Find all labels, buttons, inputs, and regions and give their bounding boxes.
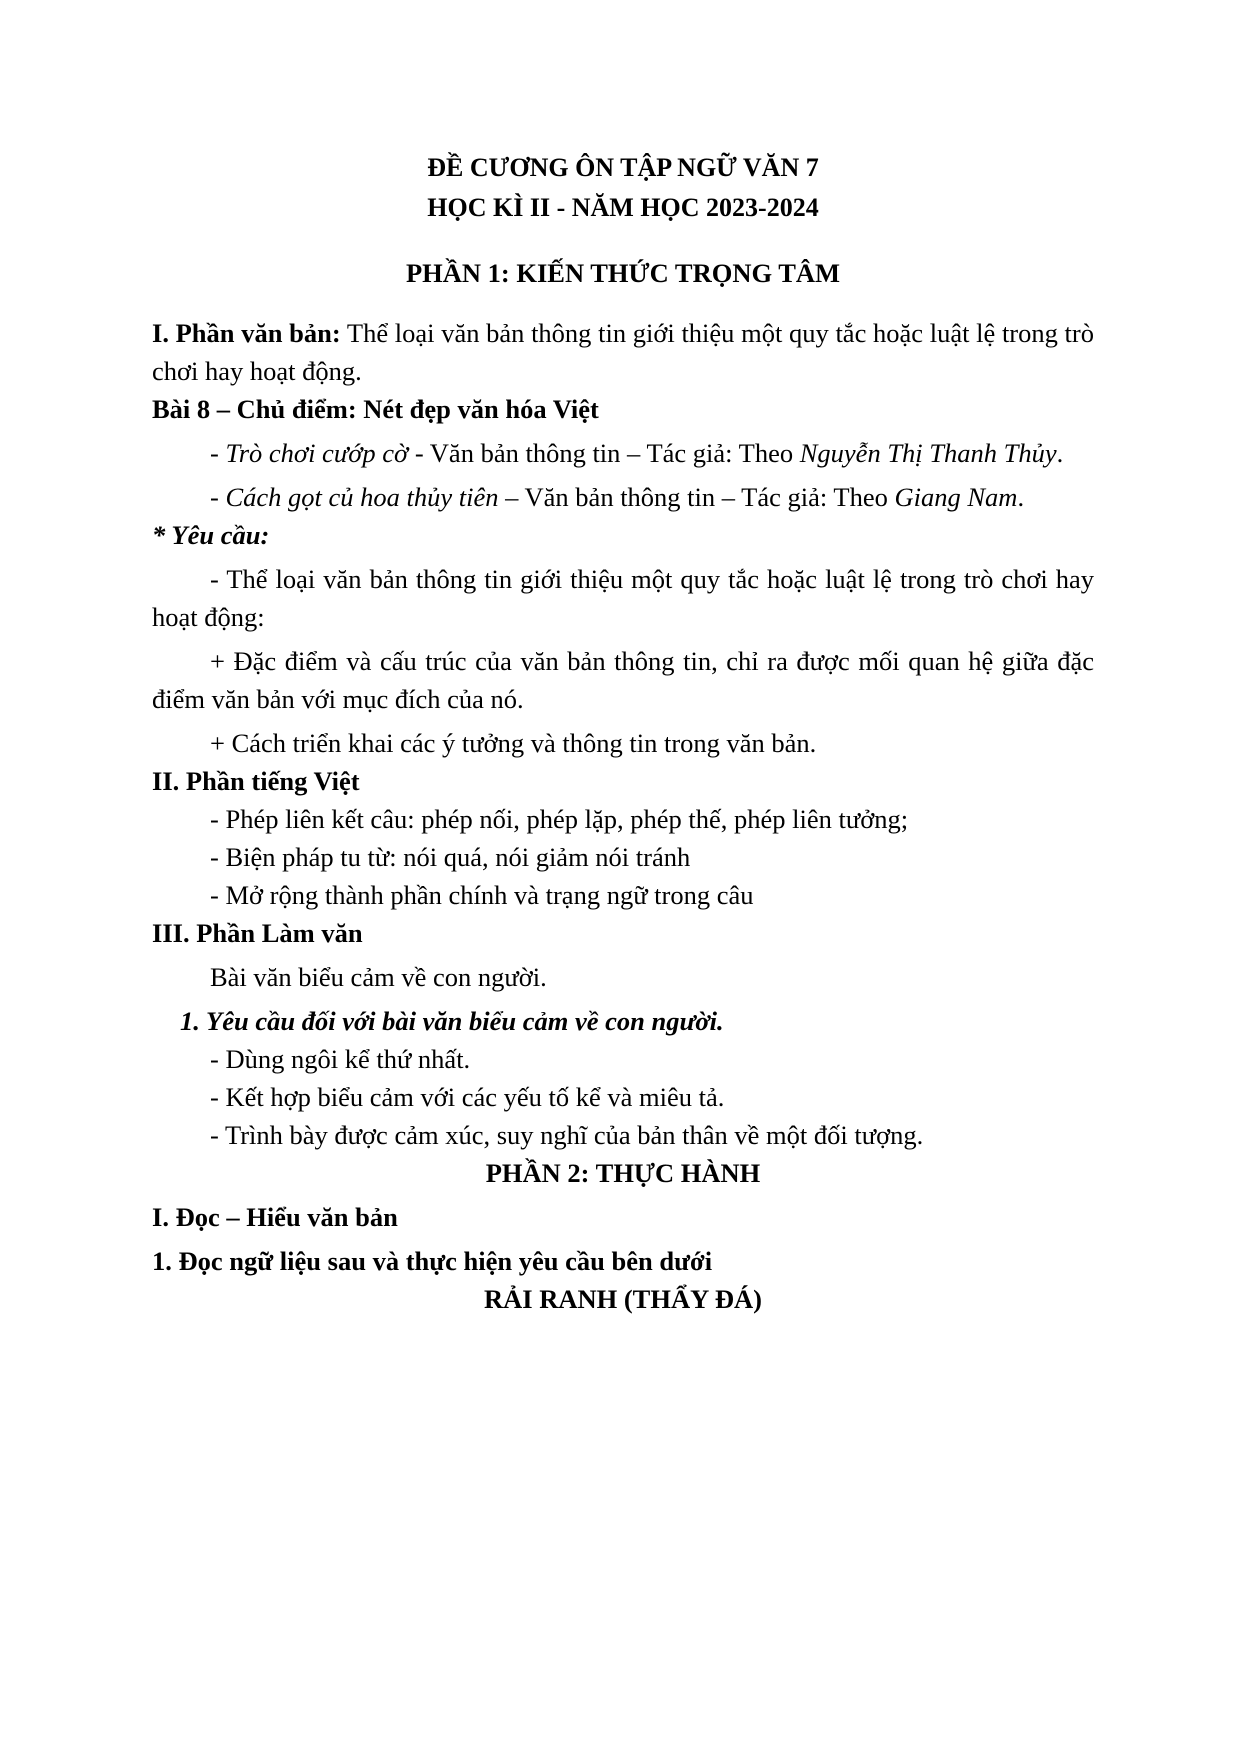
requirements-line-3: + Cách triển khai các ý tưởng và thông tin trong văn bản. bbox=[210, 728, 817, 758]
section3-heading: III. Phần Làm văn bbox=[152, 918, 363, 948]
section2-item-3: - Mở rộng thành phần chính và trạng ngữ trong câu bbox=[210, 880, 754, 910]
lesson-item-2-author: Giang Nam bbox=[894, 482, 1018, 512]
section3-intro: Bài văn biểu cảm về con người. bbox=[210, 962, 547, 992]
lesson-item-2-end: . bbox=[1017, 482, 1025, 512]
section1-text: Thể loại văn bản thông tin giới thiệu một quy tắc hoặc luật lệ trong trò chơi hay hoạt động. bbox=[152, 318, 1094, 386]
lesson-item-1-author: Nguyễn Thị Thanh Thủy bbox=[799, 438, 1057, 468]
requirements-line-1: - Thể loại văn bản thông tin giới thiệu một quy tắc hoặc luật lệ trong trò chơi hay hoạt động: bbox=[152, 564, 1094, 632]
lesson-item-1-middle: - Văn bản thông tin – Tác giả: Theo bbox=[408, 438, 800, 468]
section1-label: I. Phần văn bản: bbox=[152, 318, 341, 348]
section2-item-1: - Phép liên kết câu: phép nối, phép lặp, phép thế, phép liên tưởng; bbox=[210, 804, 909, 834]
document-content bbox=[152, 148, 1094, 1318]
lesson-item-2 bbox=[152, 478, 1094, 516]
poem-title: RẢI RANH (THẨY ĐÁ) bbox=[484, 1284, 762, 1314]
lesson-item-2-title: Cách gọt củ hoa thủy tiên bbox=[225, 482, 499, 512]
requirements-heading: * Yêu cầu: bbox=[152, 520, 270, 550]
document-title-line2: HỌC KÌ II - NĂM HỌC 2023-2024 bbox=[427, 193, 819, 222]
lesson-heading: Bài 8 – Chủ điểm: Nét đẹp văn hóa Việt bbox=[152, 394, 599, 424]
requirements-line-2: + Đặc điểm và cấu trúc của văn bản thông tin, chỉ ra được mối quan hệ giữa đặc điểm văn bản với mục đích của nó. bbox=[152, 646, 1094, 714]
section3-item-3: - Trình bày được cảm xúc, suy nghĩ của bản thân về một đối tượng. bbox=[210, 1120, 924, 1150]
part2-heading: PHẦN 2: THỰC HÀNH bbox=[485, 1158, 761, 1188]
section3-subheading: 1. Yêu cầu đối với bài văn biểu cảm về con người. bbox=[180, 1006, 724, 1036]
lesson-item-1 bbox=[152, 434, 1094, 472]
lesson-item-2-middle: – Văn bản thông tin – Tác giả: Theo bbox=[498, 482, 895, 512]
document-title-line1: ĐỀ CƯƠNG ÔN TẬP NGỮ VĂN 7 bbox=[427, 153, 819, 182]
part2-task1: 1. Đọc ngữ liệu sau và thực hiện yêu cầu bên dưới bbox=[152, 1246, 713, 1276]
part2-section1-heading: I. Đọc – Hiểu văn bản bbox=[152, 1202, 398, 1232]
section3-item-2: - Kết hợp biểu cảm với các yếu tố kể và miêu tả. bbox=[210, 1082, 725, 1112]
section2-item-2: - Biện pháp tu từ: nói quá, nói giảm nói tránh bbox=[210, 842, 691, 872]
lesson-item-1-end: . bbox=[1056, 438, 1064, 468]
lesson-item-1-prefix: - bbox=[210, 438, 226, 468]
section3-item-1: - Dùng ngôi kể thứ nhất. bbox=[210, 1044, 471, 1074]
lesson-item-1-title: Trò chơi cướp cờ bbox=[225, 438, 409, 468]
lesson-item-2-prefix: - bbox=[210, 482, 226, 512]
section1-paragraph bbox=[152, 314, 1094, 390]
section2-heading: II. Phần tiếng Việt bbox=[152, 766, 360, 796]
part1-heading: PHẦN 1: KIẾN THỨC TRỌNG TÂM bbox=[405, 258, 841, 288]
